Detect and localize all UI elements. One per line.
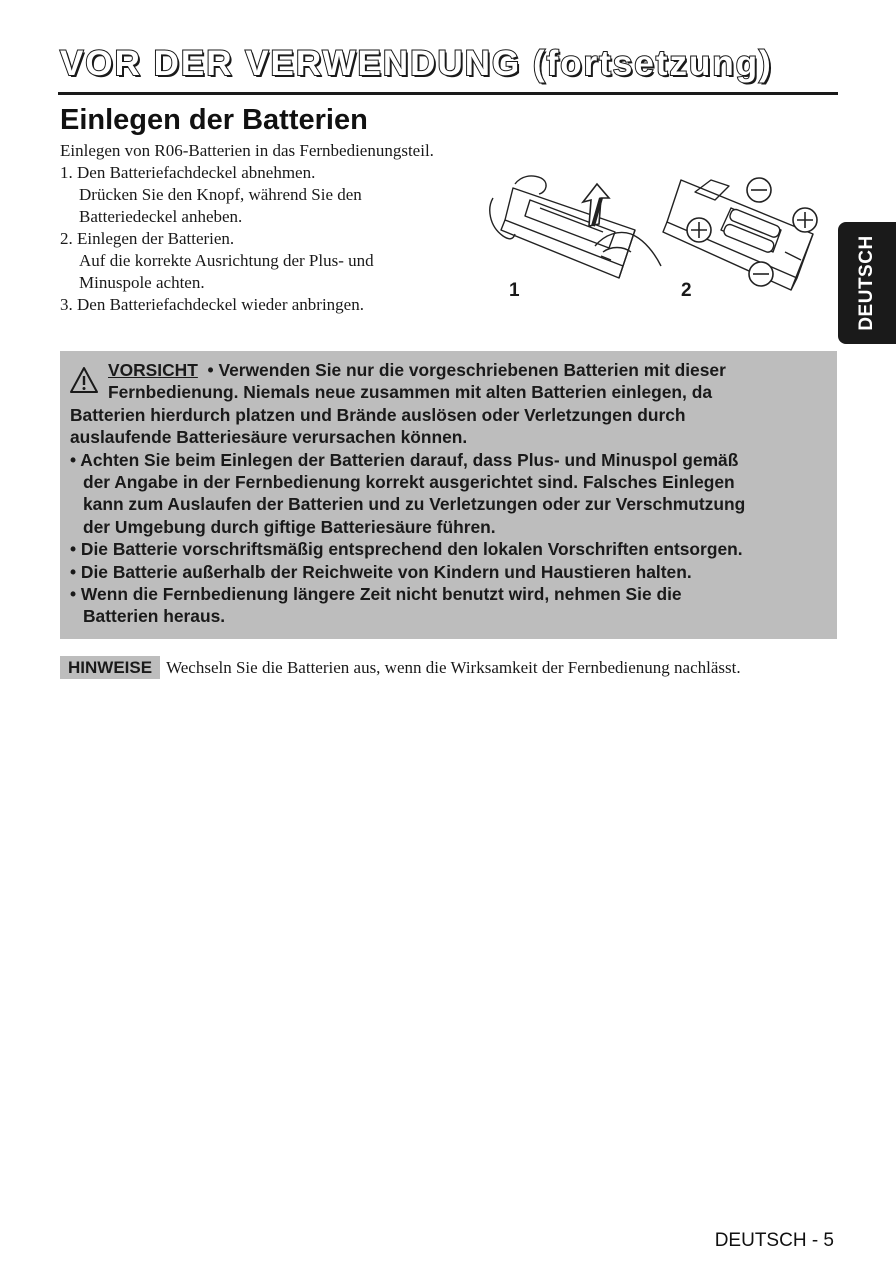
side-tab-label: DEUTSCH: [856, 235, 877, 331]
page-header-title: VOR DER VERWENDUNG (fortsetzung): [60, 44, 773, 83]
caution-line: kann zum Auslaufen der Batterien und zu Verletzungen oder zur Verschmutzung: [83, 494, 746, 515]
caution-box: [60, 351, 837, 639]
step-detail: Drücken Sie den Knopf, während Sie den: [79, 185, 362, 204]
step-item: [60, 162, 374, 228]
caution-label: VORSICHT: [108, 360, 198, 380]
minus-circle-icon: [747, 178, 771, 202]
step-detail: Batteriedeckel anheben.: [79, 207, 243, 226]
note-row: [60, 656, 741, 680]
figure-label-1: 1: [509, 280, 520, 301]
header-rule: [58, 92, 838, 95]
caution-line: auslaufende Batteriesäure verursachen können.: [70, 427, 468, 448]
note-text: Wechseln Sie die Batterien aus, wenn die Wirksamkeit der Fernbedienung nachlässt.: [166, 657, 741, 677]
step-heading: 3. Den Batteriefachdeckel wieder anbringen.: [60, 295, 364, 314]
step-item: [60, 294, 374, 316]
step-item: [60, 228, 374, 294]
caution-line: Batterien heraus.: [83, 606, 226, 627]
caution-line: [70, 359, 834, 381]
remote-figure-2: [663, 180, 813, 290]
caution-line: Batterien hierdurch platzen und Brände auslösen oder Verletzungen durch: [70, 404, 686, 425]
step-detail: Minuspole achten.: [79, 273, 205, 292]
section-title: Einlegen der Batterien: [60, 104, 368, 136]
caution-line: • Die Batterie vorschriftsmäßig entsprechend den lokalen Vorschriften entsorgen.: [70, 539, 743, 560]
intro-text: Einlegen von R06-Batterien in das Fernbedienungsteil.: [60, 141, 434, 160]
caution-line: • Die Batterie außerhalb der Reichweite von Kindern und Haustieren halten.: [70, 561, 692, 582]
language-side-tab: [838, 222, 896, 344]
plus-circle-icon: [687, 218, 711, 242]
battery-illustration: [485, 168, 833, 308]
caution-line: der Angabe in der Fernbedienung korrekt ausgerichtet sind. Falsches Einlegen: [83, 472, 735, 493]
step-detail: Auf die korrekte Ausrichtung der Plus- und: [79, 251, 374, 270]
note-label: HINWEISE: [60, 656, 160, 679]
remote-figure-1: [490, 176, 661, 278]
step-heading: 2. Einlegen der Batterien.: [60, 229, 235, 248]
page-number: DEUTSCH - 5: [714, 1230, 834, 1251]
plus-circle-icon: [793, 208, 817, 232]
step-heading: 1. Den Batteriefachdeckel abnehmen.: [60, 163, 316, 182]
caution-line-text: • Verwenden Sie nur die vorgeschriebenen Batterien mit dieser: [207, 360, 726, 380]
caution-line: • Wenn die Fernbedienung längere Zeit nicht benutzt wird, nehmen Sie die: [70, 584, 682, 605]
step-list: [60, 162, 374, 316]
figure-label-2: 2: [681, 280, 692, 301]
caution-line: Fernbedienung. Niemals neue zusammen mit alten Batterien einlegen, da: [108, 382, 712, 403]
caution-line: der Umgebung durch giftige Batteriesäure führen.: [83, 516, 496, 537]
caution-text: [70, 359, 834, 628]
minus-circle-icon: [749, 262, 773, 286]
caution-line: • Achten Sie beim Einlegen der Batterien darauf, dass Plus- und Minuspol gemäß: [70, 449, 739, 470]
remote-diagrams: [485, 168, 833, 308]
